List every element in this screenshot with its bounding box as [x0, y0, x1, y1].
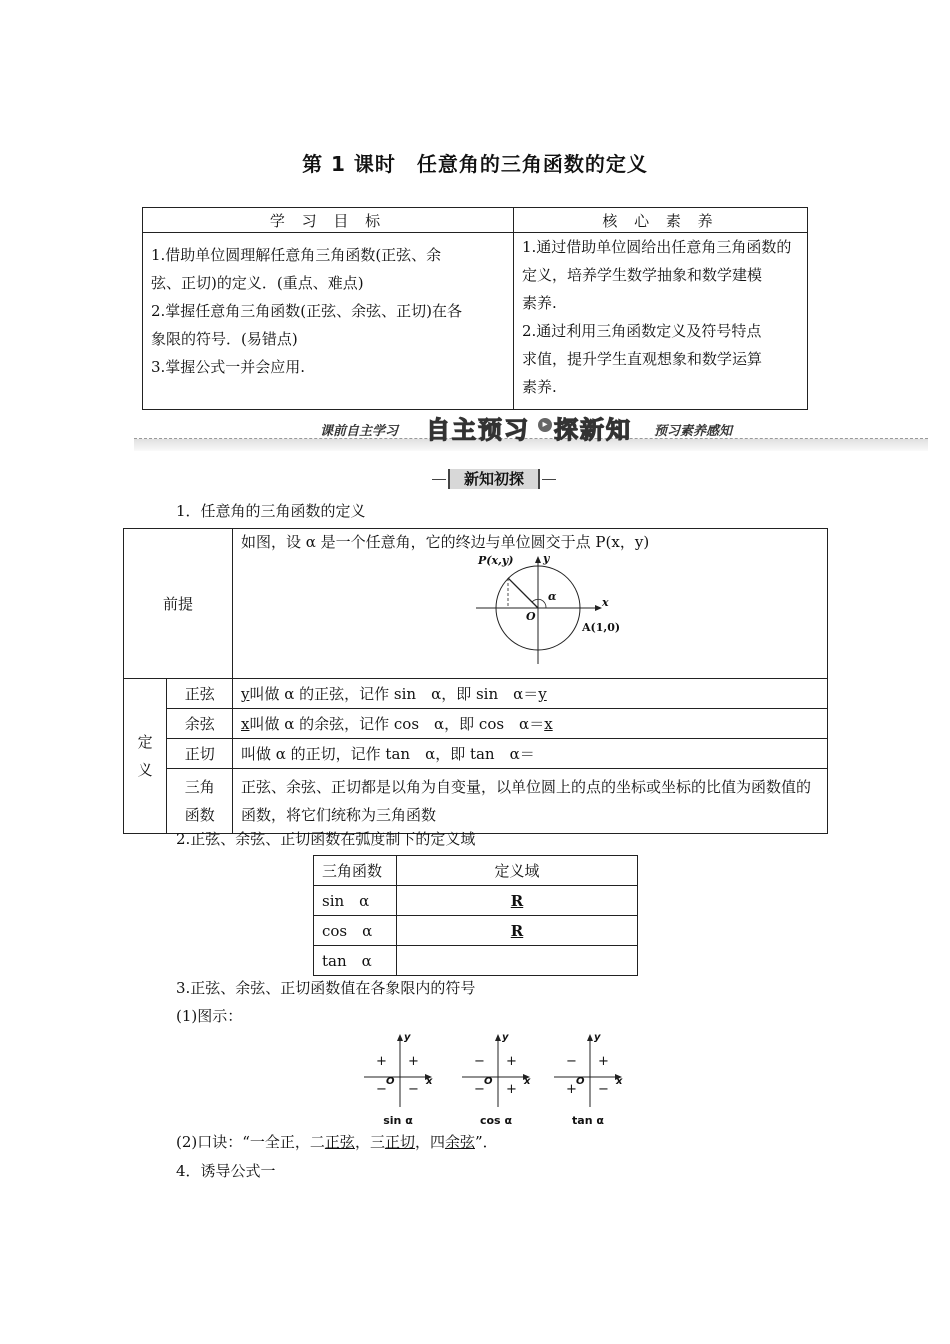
heading-3: 3.正弦、余弦、正切函数值在各象限内的符号 — [176, 979, 476, 997]
mnemonic-mid-1: ，三 — [354, 1133, 385, 1151]
y-axis-label: y — [404, 1032, 411, 1043]
heading-4: 4．诱导公式一 — [176, 1162, 276, 1180]
page-title: 第 1 课时 任意角的三角函数的定义 — [302, 152, 648, 176]
goal-line: 象限的符号．(易错点) — [151, 330, 298, 348]
quadrant-3-sign: − — [474, 1082, 485, 1097]
goal-line: 2.掌握任意角三角函数(正弦、余弦、正切)在各 — [151, 302, 463, 320]
axes-svg — [460, 1032, 532, 1112]
arrow-icon: ▸ — [538, 418, 552, 432]
section-tag — [432, 469, 556, 491]
goals-head-right: 核 心 素 养 — [514, 208, 808, 233]
cosine-text-cell — [233, 709, 828, 739]
origin-label: O — [484, 1076, 493, 1087]
literacy-line: 2.通过利用三角函数定义及符号特点 — [522, 322, 762, 340]
definition-label — [124, 679, 167, 834]
quadrant-3-sign: − — [376, 1082, 387, 1097]
quadrant-3-sign: + — [566, 1082, 577, 1097]
unit-circle-diagram — [476, 552, 636, 666]
goals-left-cell — [143, 233, 514, 410]
origin-label: O — [386, 1076, 395, 1087]
origin-label: O — [576, 1076, 585, 1087]
tangent-sign-diagram — [552, 1032, 624, 1127]
literacy-line: 1.通过借助单位圆给出任意角三角函数的 — [522, 238, 792, 256]
y-axis-label: y — [543, 552, 550, 565]
domain-row-value: R — [510, 921, 524, 940]
quadrant-2-sign: − — [474, 1054, 485, 1069]
section-tag-label: 新知初探 — [448, 469, 540, 489]
x-axis-label: x — [616, 1076, 623, 1087]
trig-function-text: 正弦、余弦、正切都是以角为自变量，以单位圆上的点的坐标或坐标的比值为函数值的函数，将它们统称为三角函数 — [233, 769, 828, 834]
literacy-line: 素养. — [522, 378, 557, 396]
quadrant-4-sign: − — [598, 1082, 609, 1097]
quadrant-4-sign: + — [506, 1082, 517, 1097]
mnemonic-mid-2: ，四 — [414, 1133, 445, 1151]
mnemonic-line — [176, 1131, 498, 1152]
premise-label: 前提 — [124, 529, 233, 679]
sine-text: 叫做 α 的正弦，记作 sin α，即 sin α＝ — [249, 685, 539, 703]
definition-table — [123, 528, 828, 834]
diagram-caption: cos α — [479, 1114, 512, 1127]
trig-label-line1: 三角 — [184, 778, 215, 796]
diagram-caption: sin α — [383, 1114, 413, 1127]
cosine-text: 叫做 α 的余弦，记作 cos α，即 cos α＝ — [249, 715, 545, 733]
tangent-label: 正切 — [167, 739, 233, 769]
mnemonic-suffix: ”． — [475, 1133, 498, 1151]
domain-row-value: R — [510, 891, 524, 910]
quadrant-2-sign: − — [566, 1054, 577, 1069]
domain-row-func: cos α — [314, 916, 397, 946]
section-banner — [134, 410, 928, 454]
quadrant-1-sign: + — [408, 1054, 419, 1069]
axes-svg — [362, 1032, 434, 1112]
premise-text: 如图，设 α 是一个任意角，它的终边与单位圆交于点 P(x，y) — [241, 533, 650, 551]
sine-text-cell — [233, 679, 828, 709]
banner-right-text: 预习素养感知 — [654, 424, 733, 439]
goal-line: 3.掌握公式一并会应用. — [151, 358, 306, 376]
x-axis-label: x — [524, 1076, 531, 1087]
tangent-text: 叫做 α 的正切，记作 tan α，即 tan α＝ — [241, 745, 535, 763]
cosine-sign-diagram — [460, 1032, 532, 1127]
banner-left-text: 课前自主学习 — [320, 424, 399, 439]
mnemonic-prefix: (2)口诀：“一全正，二 — [176, 1133, 325, 1151]
literacy-line: 求值，提升学生直观想象和数学运算 — [522, 350, 763, 368]
x-axis-label: x — [602, 596, 609, 609]
domain-row-func: tan α — [314, 946, 397, 976]
cosine-label: 余弦 — [167, 709, 233, 739]
quadrant-4-sign: − — [408, 1082, 419, 1097]
quadrant-2-sign: + — [376, 1054, 387, 1069]
trig-function-label — [167, 769, 233, 834]
tag-line-left — [432, 479, 446, 480]
y-axis-label: y — [594, 1032, 601, 1043]
domain-row-func: sin α — [314, 886, 397, 916]
banner-title-2: 探新知 — [554, 416, 632, 444]
goals-right-cell — [514, 233, 808, 410]
sine-label: 正弦 — [167, 679, 233, 709]
goal-line: 1.借助单位圆理解任意角三角函数(正弦、余 — [151, 246, 442, 264]
cosine-answer-1: x — [241, 715, 250, 733]
domain-table — [313, 855, 638, 976]
premise-cell — [233, 529, 828, 679]
point-p-label: P(x,y) — [478, 554, 514, 567]
quadrant-1-sign: + — [598, 1054, 609, 1069]
goals-head-left: 学 习 目 标 — [143, 208, 514, 233]
heading-2: 2.正弦、余弦、正切函数在弧度制下的定义域 — [176, 830, 476, 848]
x-axis-label: x — [426, 1076, 433, 1087]
tag-line-right — [542, 479, 556, 480]
y-axis-label: y — [502, 1032, 509, 1043]
literacy-line: 素养. — [522, 294, 557, 312]
domain-head-domain: 定义域 — [397, 856, 638, 886]
origin-label: O — [526, 610, 536, 623]
diagram-caption: tan α — [572, 1114, 604, 1127]
sine-sign-diagram — [362, 1032, 434, 1127]
heading-1: 1．任意角的三角函数的定义 — [176, 502, 366, 520]
quadrant-1-sign: + — [506, 1054, 517, 1069]
banner-title-1: 自主预习 — [426, 416, 530, 444]
sine-answer-2: y — [538, 685, 547, 703]
banner-bar — [134, 438, 928, 451]
goals-table — [142, 207, 808, 410]
mnemonic-answer-3: 余弦 — [444, 1133, 475, 1151]
figure-label: (1)图示： — [176, 1007, 243, 1025]
unit-circle-svg — [476, 556, 636, 666]
definition-label-text: 定义 — [137, 733, 153, 779]
axes-svg — [552, 1032, 624, 1112]
sine-answer-1: y — [241, 685, 250, 703]
mnemonic-answer-1: 正弦 — [324, 1133, 355, 1151]
point-a-label: A(1,0) — [582, 621, 621, 634]
alpha-label: α — [548, 590, 557, 603]
literacy-line: 定义，培养学生数学抽象和数学建模 — [522, 266, 763, 284]
goal-line: 弦、正切)的定义．(重点、难点) — [151, 274, 364, 292]
mnemonic-answer-2: 正切 — [384, 1133, 415, 1151]
trig-label-line2: 函数 — [184, 806, 215, 824]
domain-head-function: 三角函数 — [314, 856, 397, 886]
cosine-answer-2: x — [544, 715, 553, 733]
tangent-text-cell — [233, 739, 828, 769]
